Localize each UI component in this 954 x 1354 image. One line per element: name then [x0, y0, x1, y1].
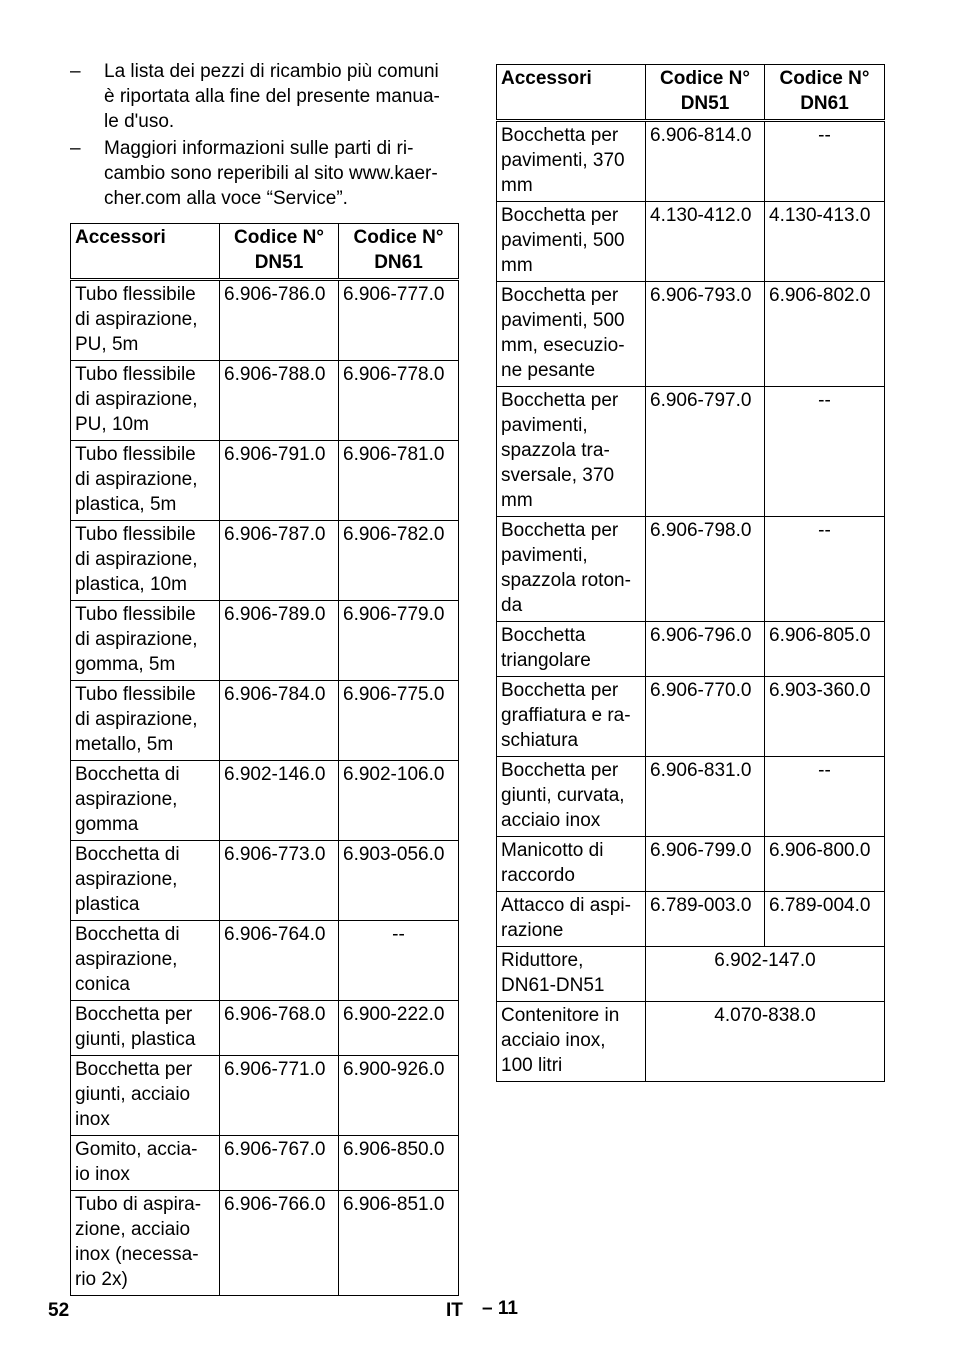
header-accessories: Accessori [497, 65, 646, 121]
table-row [71, 1191, 459, 1296]
table-row [71, 1056, 459, 1136]
table-row [497, 282, 885, 387]
accessory-name: Bocchetta per pavimenti, 370 mm [497, 121, 646, 202]
table-header-row [71, 224, 459, 280]
table-row [71, 1136, 459, 1191]
code-dn51: 6.906-770.0 [646, 677, 765, 757]
accessory-name: Manicotto di raccordo [497, 837, 646, 892]
code-dn61: 6.906-805.0 [765, 622, 885, 677]
code-dn61: 6.903-056.0 [339, 841, 459, 921]
table-row [497, 837, 885, 892]
table-row [71, 521, 459, 601]
code-dn51: 6.906-786.0 [220, 280, 339, 361]
table-header-row [497, 65, 885, 121]
code-dn61: 6.906-850.0 [339, 1136, 459, 1191]
code-dn51: 6.789-003.0 [646, 892, 765, 947]
accessory-name: Tubo flessibile di aspirazione, gomma, 5m [71, 601, 220, 681]
accessory-name: Bocchetta per giunti, acciaio inox [71, 1056, 220, 1136]
code-dn51: 6.902-146.0 [220, 761, 339, 841]
code-dn61: -- [765, 387, 885, 517]
header-code-dn61: Codice N° DN61 [339, 224, 459, 280]
table-row [497, 387, 885, 517]
bullet-item [70, 59, 460, 134]
accessories-table-right [496, 64, 885, 1082]
accessory-name: Riduttore, DN61-DN51 [497, 947, 646, 1002]
bullet-marker: – [70, 138, 81, 159]
code-dn51: 6.906-766.0 [220, 1191, 339, 1296]
code-dn61: 6.906-775.0 [339, 681, 459, 761]
accessory-name: Bocchetta per pavimenti, 500 mm [497, 202, 646, 282]
table-row [497, 757, 885, 837]
bullet-list [70, 59, 460, 213]
code-dn61: 6.906-778.0 [339, 361, 459, 441]
code-dn51: 6.906-771.0 [220, 1056, 339, 1136]
code-dn51: 6.906-814.0 [646, 121, 765, 202]
code-merged: 6.902-147.0 [646, 947, 885, 1002]
code-dn61: 6.906-851.0 [339, 1191, 459, 1296]
table-row [71, 921, 459, 1001]
code-dn51: 6.906-767.0 [220, 1136, 339, 1191]
accessory-name: Bocchetta triangolare [497, 622, 646, 677]
bullet-text: La lista dei pezzi di ricambio più comuni è riportata alla fine del presente manua- le d'uso. [104, 61, 440, 132]
accessories-table-left [70, 223, 459, 1296]
accessory-name: Bocchetta per pavimenti, 500 mm, esecuzio- ne pesante [497, 282, 646, 387]
code-dn61: 6.903-360.0 [765, 677, 885, 757]
bullet-item [70, 136, 460, 211]
code-dn51: 6.906-797.0 [646, 387, 765, 517]
accessory-name: Tubo flessibile di aspirazione, PU, 5m [71, 280, 220, 361]
code-dn51: 6.906-799.0 [646, 837, 765, 892]
bullet-text: Maggiori informazioni sulle parti di ri- cambio sono reperibili al sito www.kaer- cher.com alla voce “Service”. [104, 138, 438, 209]
table-row [71, 1001, 459, 1056]
code-dn51: 6.906-798.0 [646, 517, 765, 622]
code-dn61: 6.906-779.0 [339, 601, 459, 681]
table-row [71, 441, 459, 521]
table-row [497, 517, 885, 622]
accessory-name: Bocchetta per pavimenti, spazzola roton- da [497, 517, 646, 622]
page-number: 52 [48, 1300, 70, 1321]
header-code-dn61: Codice N° DN61 [765, 65, 885, 121]
accessory-name: Tubo flessibile di aspirazione, plastica, 10m [71, 521, 220, 601]
accessory-name: Bocchetta per giunti, curvata, acciaio inox [497, 757, 646, 837]
table-row [497, 202, 885, 282]
code-dn61: -- [765, 517, 885, 622]
accessory-name: Bocchetta di aspirazione, conica [71, 921, 220, 1001]
table-row [71, 681, 459, 761]
code-dn61: 6.906-782.0 [339, 521, 459, 601]
code-dn51: 6.906-768.0 [220, 1001, 339, 1056]
accessory-name: Tubo flessibile di aspirazione, plastica, 5m [71, 441, 220, 521]
code-dn51: 6.906-793.0 [646, 282, 765, 387]
code-dn61: 6.900-222.0 [339, 1001, 459, 1056]
table-row [71, 761, 459, 841]
accessory-name: Bocchetta per graffiatura e ra- schiatura [497, 677, 646, 757]
bullet-marker: – [70, 61, 81, 82]
table-row [71, 280, 459, 361]
accessory-name: Bocchetta di aspirazione, plastica [71, 841, 220, 921]
header-code-dn51: Codice N° DN51 [220, 224, 339, 280]
header-code-dn51: Codice N° DN51 [646, 65, 765, 121]
code-dn61: 6.902-106.0 [339, 761, 459, 841]
code-dn51: 6.906-784.0 [220, 681, 339, 761]
accessory-name: Tubo flessibile di aspirazione, PU, 10m [71, 361, 220, 441]
code-dn51: 6.906-787.0 [220, 521, 339, 601]
table-row [497, 622, 885, 677]
code-dn61: 6.906-800.0 [765, 837, 885, 892]
code-dn51: 6.906-773.0 [220, 841, 339, 921]
code-dn61: 6.906-777.0 [339, 280, 459, 361]
code-merged: 4.070-838.0 [646, 1002, 885, 1082]
code-dn61: 6.900-926.0 [339, 1056, 459, 1136]
code-dn51: 6.906-788.0 [220, 361, 339, 441]
table-row [497, 121, 885, 202]
code-dn61: -- [765, 757, 885, 837]
code-dn61: 6.906-781.0 [339, 441, 459, 521]
accessory-name: Gomito, accia- io inox [71, 1136, 220, 1191]
code-dn51: 6.906-831.0 [646, 757, 765, 837]
code-dn61: 6.789-004.0 [765, 892, 885, 947]
code-dn51: 6.906-789.0 [220, 601, 339, 681]
code-dn51: 6.906-791.0 [220, 441, 339, 521]
table-row [497, 947, 885, 1002]
accessory-name: Bocchetta per pavimenti, spazzola tra- sversale, 370 mm [497, 387, 646, 517]
accessory-name: Tubo flessibile di aspirazione, metallo, 5m [71, 681, 220, 761]
code-dn51: 4.130-412.0 [646, 202, 765, 282]
table-row [71, 841, 459, 921]
code-dn61: -- [339, 921, 459, 1001]
code-dn61: 4.130-413.0 [765, 202, 885, 282]
accessory-name: Bocchetta per giunti, plastica [71, 1001, 220, 1056]
table-row [497, 892, 885, 947]
language-code: IT [446, 1300, 463, 1321]
code-dn51: 6.906-796.0 [646, 622, 765, 677]
accessory-name: Attacco di aspi- razione [497, 892, 646, 947]
table-row [71, 601, 459, 681]
accessory-name: Tubo di aspira- zione, acciaio inox (necessa- rio 2x) [71, 1191, 220, 1296]
table-row [71, 361, 459, 441]
accessory-name: Bocchetta di aspirazione, gomma [71, 761, 220, 841]
header-accessories: Accessori [71, 224, 220, 280]
section-page-number: – 11 [482, 1298, 518, 1319]
table-row [497, 1002, 885, 1082]
code-dn61: 6.906-802.0 [765, 282, 885, 387]
code-dn61: -- [765, 121, 885, 202]
code-dn51: 6.906-764.0 [220, 921, 339, 1001]
table-row [497, 677, 885, 757]
accessory-name: Contenitore in acciaio inox, 100 litri [497, 1002, 646, 1082]
